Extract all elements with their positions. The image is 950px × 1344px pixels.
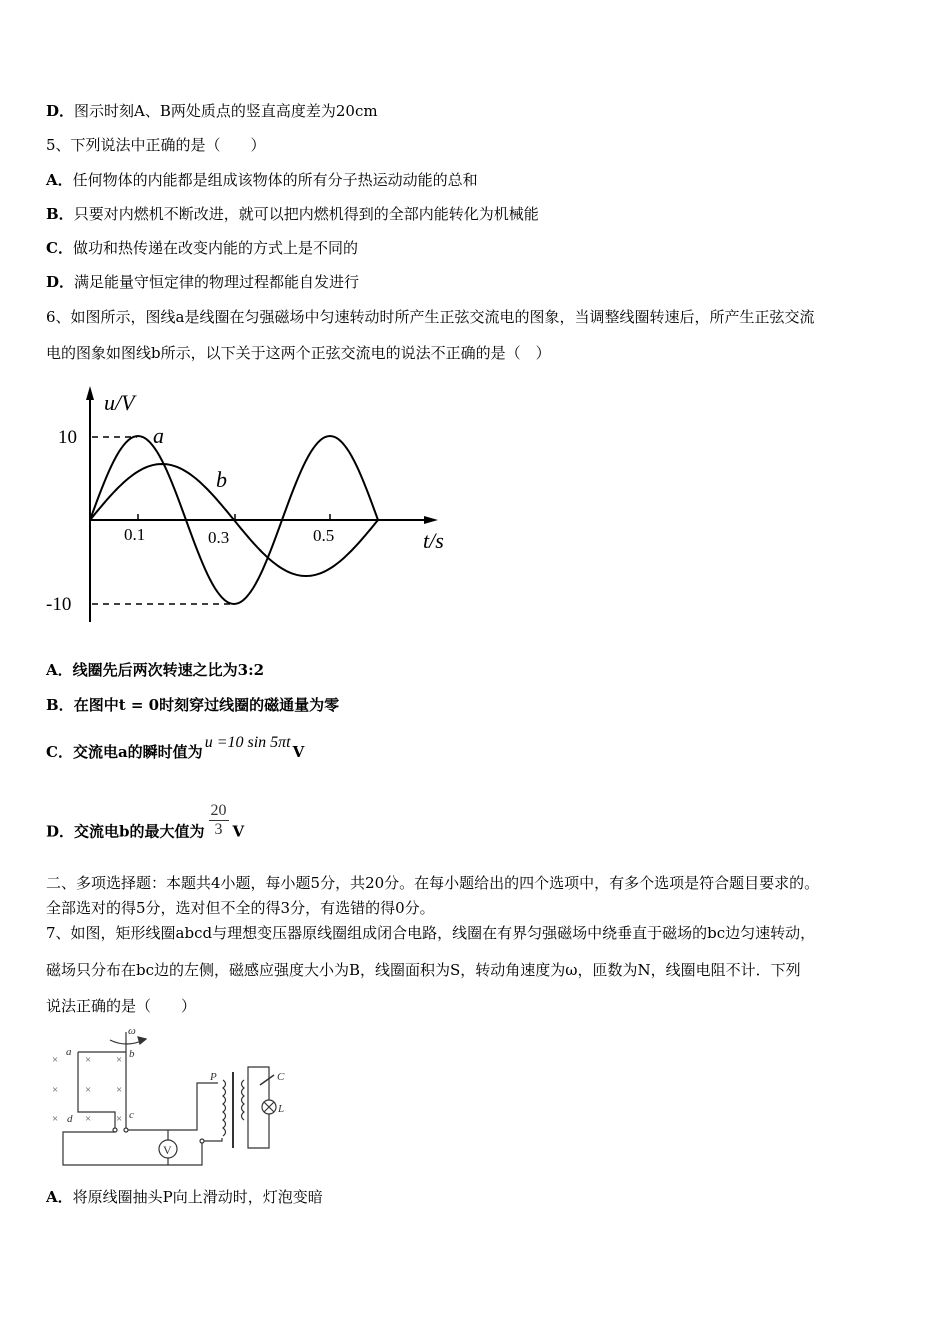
option-label: D．	[46, 273, 75, 291]
q4-option-d	[46, 101, 378, 121]
primary-coil	[223, 1080, 226, 1136]
q6-option-b	[46, 695, 339, 715]
formula: u =10 sin 5πt	[204, 734, 291, 751]
variable-capacitor	[260, 1075, 274, 1085]
q5-option-d	[46, 272, 359, 292]
secondary-coil	[242, 1080, 245, 1120]
svg-text:×: ×	[85, 1054, 92, 1066]
label-c: c	[129, 1109, 134, 1121]
label-p: P	[210, 1071, 217, 1083]
q6-option-a	[46, 660, 264, 680]
q7-line1: 7、如图，矩形线圈abcd与理想变压器原线圈组成闭合电路，线圈在有界匀强磁场中绕垂直于磁场的bc边匀速转动，	[46, 924, 816, 942]
option-text: 在图中t = 0时刻穿过线圈的磁通量为零	[73, 696, 340, 714]
option-label: B．	[46, 696, 74, 714]
svg-text:×: ×	[116, 1113, 123, 1125]
terminal	[200, 1139, 204, 1143]
arrowhead	[138, 1037, 146, 1044]
q7-option-a	[46, 1187, 323, 1207]
label-omega: ω	[128, 1025, 136, 1037]
option-text: 交流电b的最大值为	[74, 822, 205, 841]
x-tick-0.3: 0.3	[208, 528, 230, 547]
option-label: A．	[46, 171, 73, 189]
option-label: A．	[46, 1188, 73, 1206]
option-text: 图示时刻A、B两处质点的竖直高度差为20cm	[74, 102, 378, 120]
label-b: b	[129, 1048, 135, 1060]
option-label: D．	[46, 822, 75, 841]
circuit-diagram	[40, 1020, 320, 1170]
voltage-time-graph	[0, 380, 460, 630]
q7-line2: 磁场只分布在bc边的左侧，磁感应强度大小为B，线圈面积为S，转动角速度为ω，匝数为N，线圈电阻不计．下列	[46, 961, 801, 979]
svg-text:×: ×	[85, 1084, 92, 1096]
svg-text:×: ×	[116, 1054, 123, 1066]
option-text: 线圈先后两次转速之比为3:2	[72, 661, 265, 679]
curve-b-label: b	[216, 467, 227, 492]
svg-text:×: ×	[52, 1084, 59, 1096]
label-a: a	[66, 1046, 72, 1058]
wire	[128, 1083, 218, 1130]
option-label: C．	[46, 743, 73, 761]
option-text: 只要对内燃机不断改进，就可以把内燃机得到的全部内能转化为机械能	[73, 205, 539, 223]
q5-option-c	[46, 238, 358, 258]
q5-option-b	[46, 204, 539, 224]
curve-a-label: a	[153, 423, 164, 448]
q6-stem-line1: 6、如图所示，图线a是线圈在匀强磁场中匀速转动时所产生正弦交流电的图象，当调整线圈转速后，所产生正弦交流	[46, 308, 815, 326]
label-d: d	[67, 1113, 73, 1125]
label-lamp: L	[278, 1103, 285, 1115]
unit: V	[232, 822, 245, 841]
svg-text:×: ×	[116, 1084, 123, 1096]
y-axis-arrow	[86, 386, 94, 400]
terminal	[124, 1128, 128, 1132]
y-axis-label: u/V	[104, 390, 135, 415]
option-label: D．	[46, 102, 75, 120]
q5-stem: 5、下列说法中正确的是（ ）	[46, 136, 266, 154]
wire	[204, 1138, 222, 1141]
x-tick-0.1: 0.1	[124, 525, 146, 544]
section2-line1: 二、多项选择题：本题共4小题，每小题5分，共20分。在每小题给出的四个选项中，有多个选项是符合题目要求的。	[46, 874, 820, 892]
x-tick-0.5: 0.5	[313, 526, 335, 545]
y-tick-neg10: -10	[46, 594, 72, 615]
section2-line2: 全部选对的得5分，选对但不全的得3分，有选错的得0分。	[46, 899, 435, 917]
q5-option-a	[46, 170, 478, 190]
option-label: B．	[46, 205, 74, 223]
option-text: 任何物体的内能都是组成该物体的所有分子热运动动能的总和	[72, 171, 478, 189]
x-axis-arrow	[424, 516, 438, 524]
q6-option-c	[46, 734, 305, 763]
unit: V	[292, 743, 305, 761]
numerator: 20	[210, 802, 227, 819]
q6-option-d	[46, 802, 245, 851]
q6-stem-line2: 电的图象如图线b所示，以下关于这两个正弦交流电的说法不正确的是（ ）	[46, 344, 551, 362]
fraction	[209, 802, 229, 839]
q7-line3: 说法正确的是（ ）	[46, 997, 197, 1015]
svg-text:×: ×	[52, 1113, 59, 1125]
option-text: 将原线圈抽头P向上滑动时，灯泡变暗	[72, 1188, 323, 1206]
option-text: 做功和热传递在改变内能的方式上是不同的	[72, 239, 358, 257]
x-axis-label: t/s	[423, 528, 444, 553]
option-text: 满足能量守恒定律的物理过程都能自发进行	[74, 273, 360, 291]
voltmeter-label: V	[163, 1143, 172, 1157]
option-text: 交流电a的瞬时值为	[72, 743, 203, 761]
y-tick-10: 10	[58, 427, 77, 448]
label-capacitor: C	[277, 1071, 285, 1083]
wire	[63, 1132, 202, 1165]
denominator: 3	[214, 821, 223, 838]
option-label: C．	[46, 239, 73, 257]
svg-text:×: ×	[85, 1113, 92, 1125]
magnetic-field-marks	[52, 1054, 122, 1125]
option-label: A．	[46, 661, 73, 679]
svg-text:×: ×	[52, 1054, 59, 1066]
